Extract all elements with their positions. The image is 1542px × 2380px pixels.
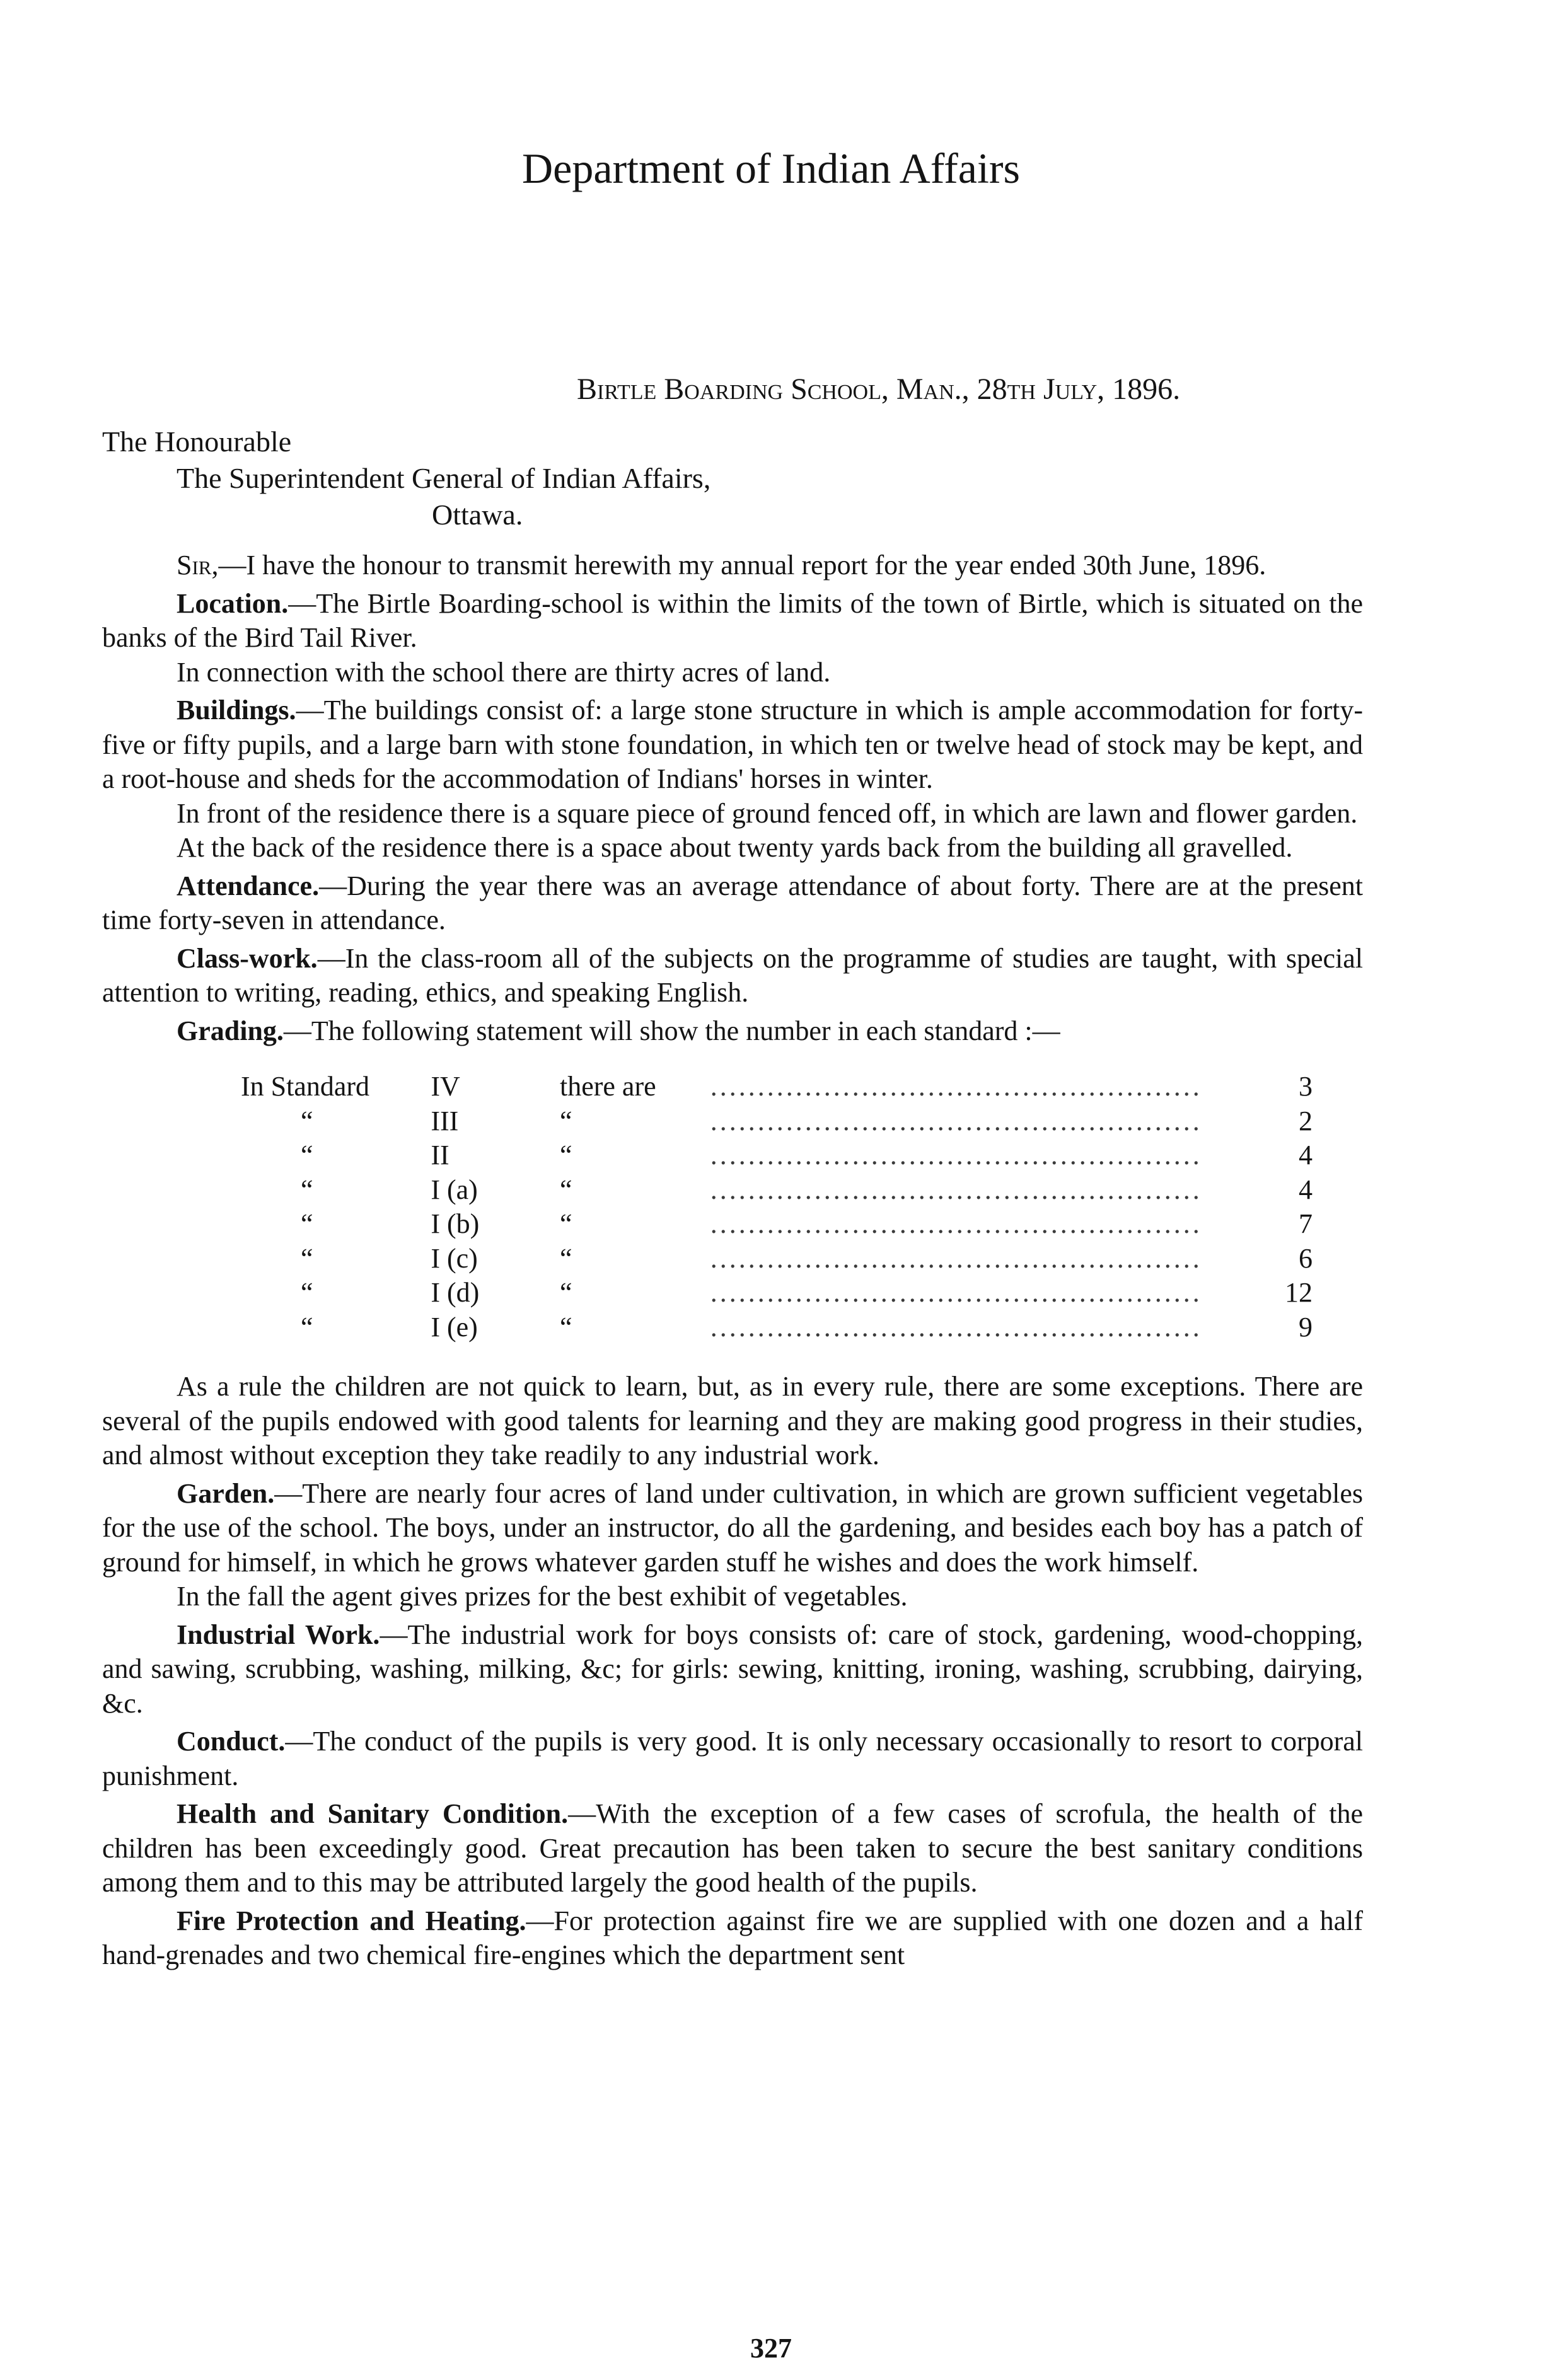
ditto-mark: “ [301, 1105, 313, 1136]
section-heading-location: Location. [177, 587, 289, 619]
paragraph-text: —During the year there was an average attendance of about forty. There are at the present time forty-seven in attendance. [102, 870, 1363, 935]
paragraph-text: —The buildings consist of: a large stone structure in which is ample accommodation for forty-five or fifty pupils, and a large barn with stone foundation, in which ten or twelve head of stock may be kept, and a root-house and sheds for the accommodation of Indians' horses in winter. [102, 695, 1363, 794]
standard-label: I (b) [431, 1208, 480, 1239]
paragraph-text: —I have the honour to transmit herewith my annual report for the year ended 30th June, 1896. [218, 550, 1267, 581]
paragraph-text: At the back of the residence there is a space about twenty yards back from the building all gravelled. [177, 832, 1293, 863]
paragraph-grading [102, 1014, 1363, 1049]
dot-leader: .................................................... [710, 1208, 1202, 1239]
ditto-mark: “ [301, 1277, 313, 1308]
ditto-mark: “ [560, 1174, 572, 1205]
dot-leader: .................................................... [710, 1174, 1202, 1205]
pupil-count: 9 [1299, 1311, 1313, 1343]
ditto-mark: “ [560, 1242, 572, 1274]
standard-label: II [431, 1140, 449, 1170]
dot-leader: .................................................... [710, 1140, 1202, 1170]
paragraph-land [102, 656, 1363, 690]
section-heading-class-work: Class-work. [177, 942, 318, 974]
section-heading-conduct: Conduct. [177, 1726, 286, 1757]
ditto-mark: “ [301, 1174, 313, 1205]
section-heading-health: Health and Sanitary Condition. [177, 1798, 569, 1829]
paragraph-text: In connection with the school there are thirty acres of land. [177, 656, 831, 688]
standard-label: IV [431, 1071, 460, 1102]
paragraph-text: In front of the residence there is a square piece of ground fenced off, in which are lawn and flower garden. [177, 797, 1358, 829]
ditto-mark: “ [560, 1208, 572, 1239]
report-body [102, 548, 1363, 1973]
paragraph-fire-protection [102, 1904, 1363, 1973]
pupil-count: 12 [1285, 1277, 1313, 1308]
ditto-mark: “ [560, 1140, 572, 1170]
paragraph-text: As a rule the children are not quick to learn, but, as in every rule, there are some exceptions. There are several of the pupils endowed with good talents for learning and they are making good progress in their studies, and almost without exception they take readily to any industrial work. [102, 1371, 1363, 1470]
standard-label: I (d) [431, 1277, 480, 1308]
pupil-count: 2 [1299, 1105, 1313, 1136]
paragraph-text: —For protection against fire we are supplied with one dozen and a half hand-grenades and two chemical fire-engines which the department sent [102, 1905, 1364, 1970]
page-number: 327 [750, 2333, 792, 2364]
paragraph-attendance [102, 869, 1363, 938]
ditto-mark: “ [560, 1277, 572, 1308]
paragraph-buildings [102, 693, 1363, 797]
pupil-count: 3 [1299, 1071, 1313, 1102]
row-prefix: In Standard [241, 1071, 370, 1102]
standard-label: I (a) [431, 1174, 478, 1205]
section-heading-industrial-work: Industrial Work. [177, 1619, 380, 1650]
page-title: Department of Indian Affairs [522, 144, 1020, 192]
table-row [241, 1310, 1313, 1345]
standard-label: I (e) [431, 1311, 478, 1343]
paragraph-prizes [102, 1580, 1363, 1614]
table-row [241, 1070, 1313, 1104]
paragraph-front [102, 797, 1363, 831]
paragraph-ability [102, 1370, 1363, 1473]
row-suffix: there are [560, 1071, 656, 1102]
addressee-line-1: The Honourable [102, 425, 292, 458]
paragraph-text: —In the class-room all of the subjects on the programme of studies are taught, with special attention to writing, reading, ethics, and speaking English. [102, 942, 1363, 1008]
ditto-mark: “ [301, 1242, 313, 1274]
paragraph-location [102, 587, 1363, 656]
pupil-count: 4 [1299, 1140, 1313, 1170]
section-heading-garden: Garden. [177, 1477, 275, 1509]
section-heading-buildings: Buildings. [177, 695, 296, 725]
grading-table [241, 1070, 1313, 1344]
paragraph-text: —The conduct of the pupils is very good. It is only necessary occasionally to resort to corporal punishment. [102, 1726, 1363, 1791]
standard-label: III [431, 1105, 459, 1136]
paragraph-text: In the fall the agent gives prizes for the best exhibit of vegetables. [177, 1581, 908, 1612]
paragraph-health [102, 1797, 1363, 1900]
paragraph-text: —There are nearly four acres of land under cultivation, in which are grown sufficient vegetables for the use of the school. The boys, under an instructor, do all the gardening, and besides each boy has a patch of ground for himself, in which he grows whatever garden stuff he wishes and does the work himself. [102, 1477, 1363, 1578]
pupil-count: 6 [1299, 1242, 1313, 1274]
letter-place-date: Birtle Boarding School, Man., 28th July, 1896. [577, 373, 1181, 406]
section-heading-attendance: Attendance. [177, 870, 320, 901]
ditto-mark: “ [301, 1311, 313, 1343]
paragraph-conduct [102, 1724, 1363, 1793]
table-row [241, 1173, 1313, 1208]
salutation: Sir, [177, 550, 219, 581]
paragraph-back [102, 831, 1363, 865]
paragraph-salutation [102, 548, 1363, 583]
standard-label: I (c) [431, 1242, 478, 1274]
ditto-mark: “ [301, 1208, 313, 1239]
ditto-mark: “ [560, 1105, 572, 1136]
table-row [241, 1104, 1313, 1139]
paragraph-text: —The following statement will show the number in each standard :— [283, 1015, 1060, 1046]
dot-leader: .................................................... [710, 1071, 1202, 1102]
table-row [241, 1207, 1313, 1242]
pupil-count: 4 [1299, 1174, 1313, 1205]
addressee-line-3: Ottawa. [432, 499, 523, 531]
table-row [241, 1138, 1313, 1173]
addressee-line-2: The Superintendent General of Indian Affairs, [177, 462, 711, 494]
section-heading-fire-protection: Fire Protection and Heating. [177, 1905, 526, 1936]
section-heading-grading: Grading. [177, 1015, 284, 1046]
dot-leader: .................................................... [710, 1311, 1202, 1343]
dot-leader: .................................................... [710, 1277, 1202, 1308]
paragraph-text: —The Birtle Boarding-school is within the limits of the town of Birtle, which is situated on the banks of the Bird Tail River. [102, 587, 1363, 653]
paragraph-class-work [102, 942, 1363, 1010]
ditto-mark: “ [560, 1311, 572, 1343]
pupil-count: 7 [1299, 1208, 1313, 1239]
dot-leader: .................................................... [710, 1105, 1202, 1136]
paragraph-text: —With the exception of a few cases of scrofula, the health of the children has been exceedingly good. Great precaution has been taken to secure the best sanitary conditions among them and to this may be attributed largely the good health of the pupils. [102, 1798, 1363, 1898]
paragraph-text: —The industrial work for boys consists of: care of stock, gardening, wood-chopping, and sawing, scrubbing, washing, milking, &c; for girls: sewing, knitting, ironing, washing, scrubbing, dairying, &c. [102, 1619, 1363, 1719]
table-row [241, 1242, 1313, 1276]
table-row [241, 1276, 1313, 1310]
paragraph-industrial-work [102, 1618, 1363, 1721]
ditto-mark: “ [301, 1140, 313, 1170]
dot-leader: .................................................... [710, 1242, 1202, 1274]
paragraph-garden [102, 1477, 1363, 1580]
